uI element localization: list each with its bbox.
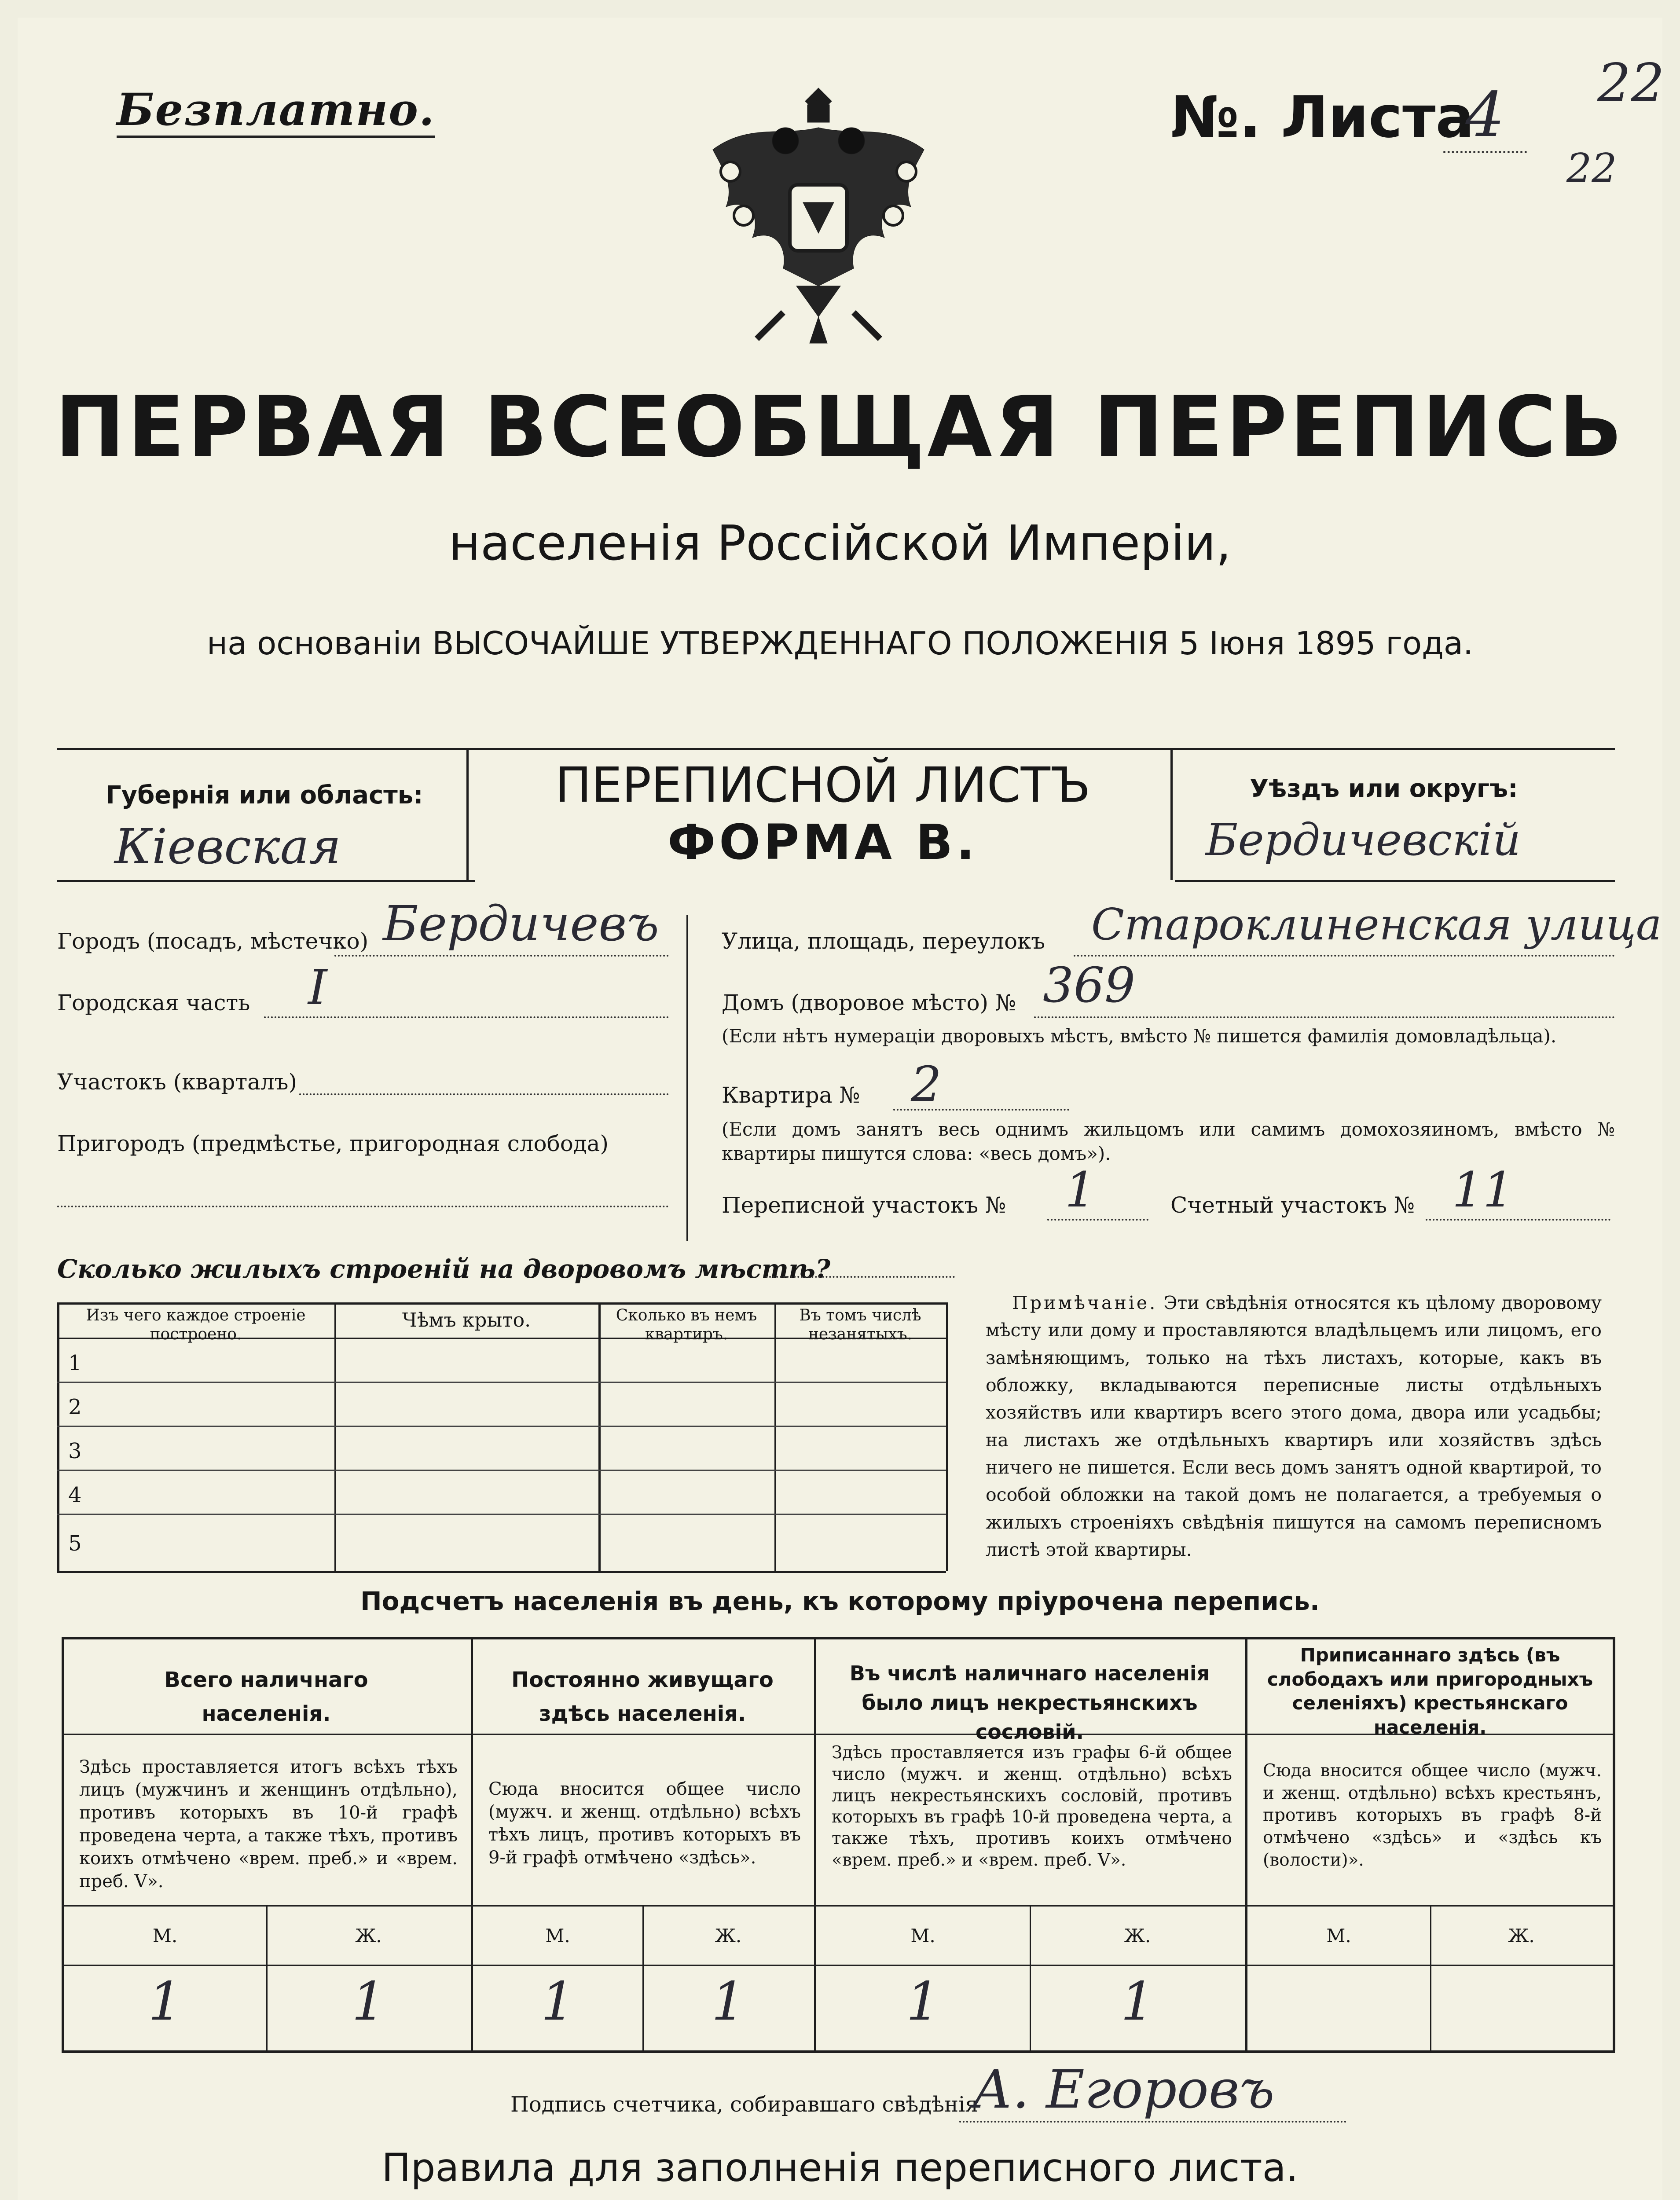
pop-col1-f-label: Ж. (355, 1925, 382, 1947)
uezd-label: Уѣздъ или округъ: (1250, 774, 1518, 803)
census-sheet (18, 18, 1665, 2200)
pop-col1-f-value: 1 (352, 1971, 385, 2032)
rules-title: Правила для заполненія переписного листа. (381, 2145, 1299, 2190)
pop-col2-m-value: 1 (541, 1971, 575, 2032)
apartment-value: 2 (911, 1056, 942, 1112)
pop-col2-desc: Сюда вносится общее число (мужч. и женщ. отдѣльно) всѣхъ тѣхъ лицъ, противъ которыхъ въ 9-й графѣ отмѣчено «здѣсь». (488, 1779, 801, 1868)
pop-col2-header: Постоянно живущаго здѣсь населенія. (511, 1668, 774, 1726)
sheet-number-value: 4 (1443, 79, 1527, 153)
pop-col3-m-label: М. (910, 1925, 935, 1947)
basis-line: на основаніи ВЫСОЧАЙШЕ УТВЕРЖДЕННАГО ПОЛОЖЕНІЯ 5 Іюня 1895 года. (207, 625, 1473, 662)
city-label: Городъ (посадъ, мѣстечко) (57, 928, 369, 954)
guberniya-value: Кіевская (114, 818, 341, 875)
count-plot-value: 11 (1452, 1162, 1514, 1218)
buildings-note (986, 1289, 1602, 1563)
free-label: Безплатно. (117, 84, 435, 138)
pop-col3-f-value: 1 (1120, 1971, 1155, 2032)
buildings-header-vacant: Въ томъ числѣ незанятыхъ. (799, 1306, 921, 1344)
pop-col4-header: Приписаннаго здѣсь (въ слободахъ или пригородныхъ селеніяхъ) крестьянскаго населенія. (1267, 1644, 1593, 1738)
sheet-number-label: №. Листа (1170, 84, 1475, 150)
buildings-header-roof: Чѣмъ крыто. (402, 1309, 531, 1331)
buildings-row-4: 4 (68, 1483, 82, 1507)
pop-col1-m-label: М. (152, 1925, 178, 1947)
district-label: Участокъ (кварталъ) (57, 1069, 297, 1095)
apartment-note: (Если домъ занятъ весь однимъ жильцомъ или самимъ домохозяиномъ, вмѣсто № квартиры пишутся слова: «весь домъ»). (722, 1118, 1615, 1164)
street-label: Улица, площадь, переулокъ (722, 928, 1045, 954)
house-label: Домъ (дворовое мѣсто) № (722, 990, 1016, 1016)
pop-col4-m-label: М. (1326, 1925, 1351, 1947)
pop-col3-desc: Здѣсь проставляется изъ графы 6-й общее число (мужч. и женщ. отдѣльно) всѣхъ лицъ некрестьянскихъ сословій, противъ которыхъ въ графѣ 10-й проведена черта, а также тѣхъ, противъ коихъ отмѣчено «врем. преб.» и «врем. преб. V». (832, 1743, 1232, 1870)
corner-mark-top: 22 (1597, 53, 1665, 114)
pop-col4-desc: Сюда вносится общее число (мужч. и женщ. отдѣльно) всѣхъ крестьянъ, противъ которыхъ въ графѣ 8-й отмѣчено «здѣсь» и «здѣсь къ (волости)». (1263, 1761, 1602, 1870)
corner-mark-bottom: 22 (1566, 145, 1617, 191)
pop-col1-header: Всего наличнаго населенія. (164, 1668, 368, 1726)
pop-col2-m-label: М. (545, 1925, 570, 1947)
signature-label: Подпись счетчика, собиравшаго свѣдѣнія (510, 2092, 979, 2117)
signature-value: А. Егоровъ (972, 2059, 1275, 2120)
apartment-label: Квартира № (722, 1082, 860, 1108)
buildings-note-text: Эти свѣдѣнія относятся къ цѣлому дворовому мѣсту или дому и проставляются владѣльцемъ или лицомъ, его замѣняющимъ, только на тѣхъ листахъ, которые, какъ въ обложку, вкладываются переписные листы отдѣльныхъ хозяйствъ или квартиръ всего этого дома, двора или усадьбы; на листахъ же отдѣльныхъ квартиръ или хозяйствъ здѣсь ничего не пишется. Если весь домъ занятъ одной квартирой, то особой обложки на такой домъ не полагается, а требуемыя о жилыхъ строеніяхъ свѣдѣнія пишутся на самомъ переписномъ листѣ этой квартиры. (986, 1292, 1602, 1560)
pop-col3-header: Въ числѣ наличнаго населенія было лицъ некрестьянскихъ сословій. (849, 1661, 1210, 1744)
population-title: Подсчетъ населенія въ день, къ которому пріурочена перепись. (360, 1586, 1320, 1616)
pop-col1-desc: Здѣсь проставляется итогъ всѣхъ тѣхъ лицъ (мужчинъ и женщинъ отдѣльно), противъ которыхъ въ 10-й графѣ проведена черта, а также тѣхъ, противъ коихъ отмѣчено «врем. преб.» и «врем. преб. V». (79, 1757, 458, 1892)
main-title: ПЕРВАЯ ВСЕОБЩАЯ ПЕРЕПИСЬ (55, 378, 1625, 476)
city-part-value: I (308, 959, 327, 1016)
pop-col1-m-value: 1 (148, 1971, 182, 2032)
count-plot-label: Счетный участокъ № (1170, 1192, 1415, 1218)
pop-col4-f-label: Ж. (1508, 1925, 1535, 1947)
form-center-title: ПЕРЕПИСНОЙ ЛИСТЪ (555, 757, 1091, 813)
buildings-note-title: Примѣчаніе. (1012, 1292, 1158, 1313)
census-plot-value: 1 (1065, 1162, 1096, 1218)
buildings-row-3: 3 (68, 1439, 82, 1463)
pop-col2-f-value: 1 (711, 1971, 745, 2032)
city-part-label: Городская часть (57, 990, 250, 1016)
buildings-header-material: Изъ чего каждое строеніе построено. (86, 1306, 306, 1344)
guberniya-label: Губернія или область: (106, 781, 423, 810)
street-value: Староклиненская улица (1091, 900, 1662, 950)
form-center-subtitle: ФОРМА В. (668, 814, 978, 870)
census-plot-label: Переписной участокъ № (722, 1192, 1006, 1218)
buildings-header-apartments: Сколько въ немъ квартиръ. (616, 1306, 757, 1344)
house-note: (Если нѣтъ нумераціи дворовыхъ мѣстъ, вмѣсто № пишется фамилія домовладѣльца). (722, 1025, 1557, 1047)
buildings-row-1: 1 (68, 1351, 82, 1375)
house-value: 369 (1043, 957, 1135, 1013)
pop-col2-f-label: Ж. (715, 1925, 742, 1947)
uezd-value: Бердичевскій (1206, 814, 1521, 865)
buildings-row-5: 5 (68, 1531, 82, 1556)
buildings-question: Сколько жилыхъ строеній на дворовомъ мѣстѣ? (57, 1254, 831, 1284)
pop-col3-m-value: 1 (906, 1971, 940, 2032)
pop-col3-f-label: Ж. (1124, 1925, 1151, 1947)
buildings-row-2: 2 (68, 1395, 82, 1419)
suburb-label: Пригородъ (предмѣстье, пригородная слобода) (57, 1131, 609, 1156)
imperial-eagle-emblem (695, 84, 942, 365)
sub-title: населенія Россійской Имперіи, (448, 515, 1232, 571)
city-value: Бердичевъ (383, 895, 659, 952)
